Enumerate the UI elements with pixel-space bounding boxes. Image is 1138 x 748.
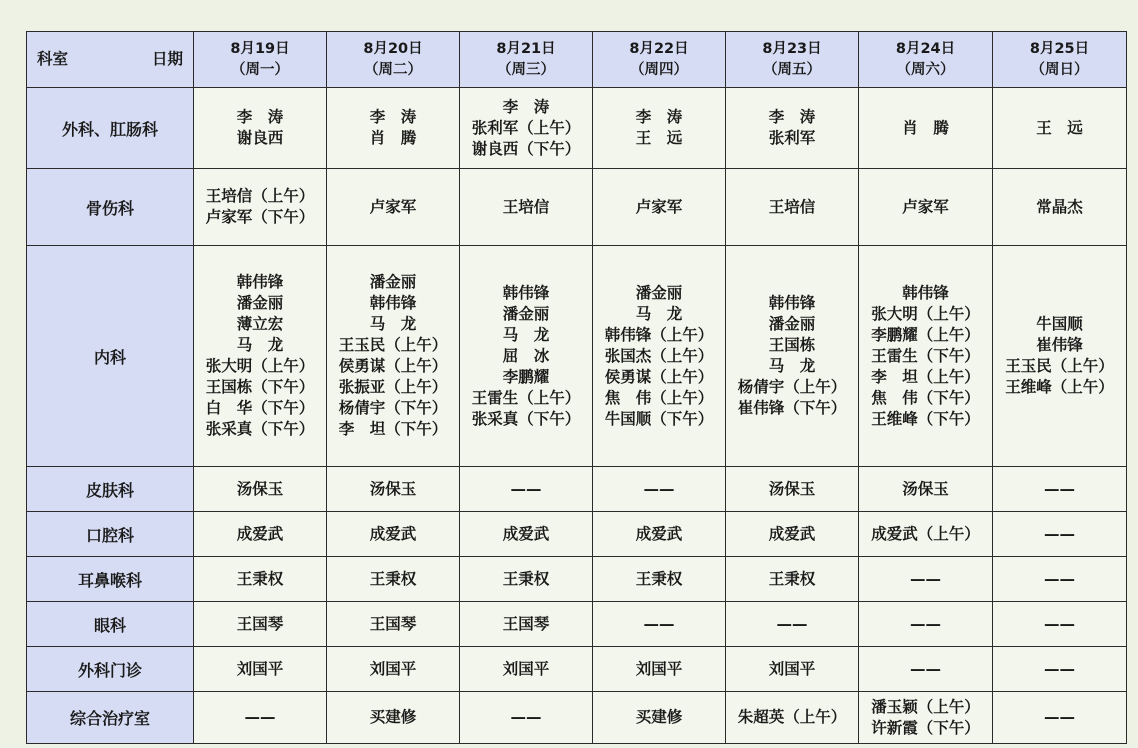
staff-name: —— <box>643 614 675 633</box>
staff-name: —— <box>776 614 808 633</box>
duty-names <box>1044 614 1075 635</box>
duty-names <box>910 614 941 635</box>
staff-name: 李 涛 <box>236 108 284 126</box>
staff-name: 刘国平 <box>369 659 417 678</box>
duty-cell <box>726 602 859 647</box>
duty-names <box>237 479 284 500</box>
table-row <box>27 246 1127 467</box>
staff-name: —— <box>1044 569 1075 588</box>
staff-name: 王国琴 <box>369 614 417 633</box>
duty-cell <box>593 169 726 246</box>
duty-cell <box>859 512 993 557</box>
duty-cell <box>993 246 1127 467</box>
table-row <box>27 512 1127 557</box>
duty-names <box>769 197 816 218</box>
duty-cell <box>993 169 1127 246</box>
duty-names <box>636 659 683 680</box>
staff-name: 张国杰（上午） <box>604 346 714 365</box>
staff-name: 王雷生（上午） <box>471 388 581 407</box>
staff-name: 王玉民（上午） <box>338 336 448 354</box>
duty-names <box>769 107 816 149</box>
day-weekday: （周日） <box>1030 61 1089 78</box>
day-weekday: （周五） <box>763 61 821 78</box>
staff-name: 马 龙 <box>236 336 284 354</box>
duty-names <box>1044 524 1075 545</box>
day-header <box>460 32 593 88</box>
duty-names <box>237 614 284 635</box>
staff-name: 汤保玉 <box>369 479 417 498</box>
staff-name: 刘国平 <box>768 659 816 678</box>
staff-name: 牛国顺（下午） <box>604 409 714 428</box>
duty-cell <box>859 692 993 744</box>
duty-cell <box>327 692 460 744</box>
staff-name: 潘金丽 <box>369 273 417 291</box>
duty-names <box>769 524 816 545</box>
duty-cell <box>993 602 1127 647</box>
duty-cell <box>859 557 993 602</box>
duty-names <box>1044 707 1075 728</box>
dept-label: 口腔科 <box>27 512 194 557</box>
duty-cell <box>993 467 1127 512</box>
duty-cell <box>327 557 460 602</box>
staff-name: 刘国平 <box>236 659 284 678</box>
day-weekday: （周一） <box>231 61 289 78</box>
duty-cell <box>993 557 1127 602</box>
duty-cell <box>859 602 993 647</box>
duty-cell <box>726 512 859 557</box>
staff-name: 张振亚（上午） <box>338 378 448 396</box>
duty-names <box>644 614 675 635</box>
duty-cell <box>593 647 726 692</box>
table-row <box>27 647 1127 692</box>
duty-names <box>237 659 284 680</box>
duty-names <box>636 707 683 728</box>
duty-cell <box>327 467 460 512</box>
day-weekday: （周四） <box>630 61 688 78</box>
staff-name: 潘金丽 <box>768 315 816 333</box>
staff-name: 成爱武（上午） <box>871 524 980 543</box>
duty-names <box>902 479 949 500</box>
staff-name: 王 远 <box>1036 118 1083 137</box>
dept-column-label: 科室 <box>37 50 69 68</box>
duty-names <box>1044 659 1075 680</box>
duty-cell <box>859 88 993 169</box>
duty-cell <box>726 467 859 512</box>
duty-names <box>370 479 417 500</box>
dept-label: 皮肤科 <box>27 467 194 512</box>
duty-names <box>503 524 550 545</box>
staff-name: 焦 伟（上午） <box>604 388 714 407</box>
duty-cell <box>593 246 726 467</box>
staff-name: 王玉民（上午） <box>1005 357 1114 375</box>
duty-names <box>769 659 816 680</box>
duty-names <box>237 107 284 149</box>
dept-label: 外科门诊 <box>27 647 194 692</box>
dept-label: 内科 <box>27 246 194 467</box>
staff-name: 谢良西 <box>236 129 284 147</box>
duty-cell <box>327 647 460 692</box>
duty-cell <box>593 557 726 602</box>
day-date: 8月22日 <box>629 40 689 57</box>
duty-cell <box>327 602 460 647</box>
staff-name: 王雷生（下午） <box>871 346 980 365</box>
staff-name: —— <box>910 569 941 588</box>
staff-name: —— <box>910 659 941 678</box>
duty-names <box>738 707 847 728</box>
staff-name: 张采真（下午） <box>205 420 315 438</box>
staff-name: 王国琴 <box>236 614 284 633</box>
staff-name: 张利军（上午） <box>471 118 581 137</box>
duty-names <box>1036 197 1083 218</box>
staff-name: 韩伟锋 <box>768 294 816 312</box>
day-header <box>593 32 726 88</box>
duty-names <box>871 283 980 430</box>
duty-names <box>503 659 550 680</box>
staff-name: —— <box>244 708 276 726</box>
staff-name: 潘金丽 <box>635 283 683 302</box>
staff-name: 卢家军 <box>369 197 417 216</box>
staff-name: 王秉权 <box>768 569 816 588</box>
staff-name: 张采真（下午） <box>471 409 581 428</box>
duty-names <box>636 569 683 590</box>
duty-cell <box>460 557 593 602</box>
duty-cell <box>593 467 726 512</box>
staff-name: 张大明（上午） <box>205 357 315 375</box>
duty-cell <box>593 692 726 744</box>
duty-names <box>605 283 714 430</box>
staff-name: 卢家军 <box>902 197 949 216</box>
staff-name: 屈 冰 <box>502 346 550 365</box>
duty-cell <box>194 88 327 169</box>
dept-label: 综合治疗室 <box>27 692 194 744</box>
staff-name: —— <box>1044 614 1075 633</box>
staff-name: —— <box>643 479 675 498</box>
duty-names <box>1005 314 1114 398</box>
duty-names <box>769 479 816 500</box>
staff-name: 王秉权 <box>369 569 417 588</box>
duty-cell <box>726 647 859 692</box>
duty-cell <box>194 692 327 744</box>
staff-name: 杨倩宇（下午） <box>338 399 448 417</box>
duty-cell <box>993 692 1127 744</box>
header-row <box>27 32 1127 88</box>
staff-name: 朱超英（上午） <box>737 708 847 726</box>
duty-names <box>511 479 542 500</box>
table-row <box>27 557 1127 602</box>
duty-cell <box>993 512 1127 557</box>
schedule-body <box>27 88 1127 744</box>
staff-name: 肖 腾 <box>369 129 417 147</box>
staff-name: 王秉权 <box>236 569 284 588</box>
duty-cell <box>194 647 327 692</box>
duty-cell <box>327 169 460 246</box>
duty-names <box>871 697 980 739</box>
corner-header <box>27 32 194 88</box>
duty-cell <box>194 246 327 467</box>
duty-cell <box>194 512 327 557</box>
duty-names <box>370 707 417 728</box>
staff-name: —— <box>510 479 542 498</box>
duty-cell <box>993 88 1127 169</box>
staff-name: 潘金丽 <box>502 304 550 323</box>
staff-name: 肖 腾 <box>902 118 949 137</box>
day-header <box>327 32 460 88</box>
duty-cell <box>460 692 593 744</box>
duty-names <box>370 569 417 590</box>
table-row <box>27 602 1127 647</box>
staff-name: —— <box>1044 524 1075 543</box>
day-date: 8月24日 <box>895 40 956 57</box>
duty-schedule <box>26 31 1126 743</box>
dept-label: 外科、肛肠科 <box>27 88 194 169</box>
duty-cell <box>460 467 593 512</box>
staff-name: 牛国顺 <box>1036 315 1083 333</box>
duty-names <box>370 107 417 149</box>
staff-name: 许新霞（下午） <box>871 718 980 737</box>
duty-cell <box>859 467 993 512</box>
staff-name: 卢家军 <box>635 197 683 216</box>
dept-label: 耳鼻喉科 <box>27 557 194 602</box>
day-date: 8月19日 <box>230 40 290 57</box>
duty-cell <box>327 88 460 169</box>
staff-name: 成爱武 <box>369 524 417 543</box>
duty-names <box>237 524 284 545</box>
day-weekday: （周二） <box>364 61 422 78</box>
day-date: 8月23日 <box>762 40 822 57</box>
staff-name: 李鹏耀（上午） <box>871 325 980 344</box>
staff-name: 王国琴 <box>502 614 550 633</box>
staff-name: —— <box>1044 479 1075 498</box>
staff-name: 潘玉颖（上午） <box>871 697 980 716</box>
day-header <box>726 32 859 88</box>
duty-cell <box>460 169 593 246</box>
staff-name: 成爱武 <box>768 524 816 543</box>
staff-name: 王国栋 <box>768 336 816 354</box>
duty-names <box>503 614 550 635</box>
day-weekday: （周六） <box>896 61 955 78</box>
staff-name: 李 涛 <box>502 97 550 116</box>
schedule-table <box>26 31 1127 744</box>
staff-name: 白 华（下午） <box>205 399 315 417</box>
staff-name: 韩伟锋（上午） <box>604 325 714 344</box>
duty-cell <box>726 557 859 602</box>
staff-name: 成爱武 <box>502 524 550 543</box>
duty-cell <box>327 512 460 557</box>
duty-names <box>503 197 550 218</box>
staff-name: 李鹏耀 <box>502 367 550 386</box>
duty-cell <box>726 169 859 246</box>
staff-name: 买建修 <box>635 708 683 726</box>
table-row <box>27 169 1127 246</box>
staff-name: 韩伟锋 <box>902 283 949 302</box>
duty-cell <box>726 88 859 169</box>
duty-cell <box>460 647 593 692</box>
staff-name: 谢良西（下午） <box>471 139 581 158</box>
staff-name: 成爱武 <box>635 524 683 543</box>
duty-names <box>370 524 417 545</box>
staff-name: 张大明（上午） <box>871 304 980 323</box>
staff-name: 李 涛 <box>635 108 683 126</box>
staff-name: 焦 伟（下午） <box>871 388 980 407</box>
duty-cell <box>460 246 593 467</box>
staff-name: 买建修 <box>369 708 417 726</box>
day-date: 8月25日 <box>1029 40 1090 57</box>
duty-cell <box>593 88 726 169</box>
duty-names <box>902 197 949 218</box>
staff-name: 王国栋（下午） <box>205 378 315 396</box>
duty-names <box>370 614 417 635</box>
duty-names <box>636 197 683 218</box>
duty-names <box>206 186 315 228</box>
duty-cell <box>726 246 859 467</box>
duty-cell <box>194 169 327 246</box>
duty-names <box>1044 479 1075 500</box>
staff-name: 韩伟锋 <box>236 273 284 291</box>
duty-names <box>370 659 417 680</box>
staff-name: 汤保玉 <box>768 479 816 498</box>
staff-name: 马 龙 <box>369 315 417 333</box>
staff-name: —— <box>510 708 542 726</box>
duty-names <box>503 569 550 590</box>
staff-name: 侯勇谋（上午） <box>604 367 714 386</box>
dept-label: 眼科 <box>27 602 194 647</box>
staff-name: 刘国平 <box>502 659 550 678</box>
day-header <box>993 32 1127 88</box>
duty-names <box>472 97 581 160</box>
staff-name: 潘金丽 <box>236 294 284 312</box>
duty-cell <box>726 692 859 744</box>
date-column-label: 日期 <box>151 50 183 68</box>
staff-name: 马 龙 <box>635 304 683 323</box>
duty-cell <box>859 246 993 467</box>
duty-cell <box>859 169 993 246</box>
staff-name: 马 龙 <box>768 357 816 375</box>
staff-name: 刘国平 <box>635 659 683 678</box>
staff-name: 马 龙 <box>502 325 550 344</box>
staff-name: —— <box>910 614 941 633</box>
day-header <box>859 32 993 88</box>
staff-name: 卢家军（下午） <box>205 208 315 226</box>
duty-cell <box>460 88 593 169</box>
staff-name: 侯勇谋（上午） <box>338 357 448 375</box>
duty-names <box>910 659 941 680</box>
duty-names <box>1036 118 1083 139</box>
duty-cell <box>460 602 593 647</box>
staff-name: 王秉权 <box>502 569 550 588</box>
table-row <box>27 88 1127 169</box>
staff-name: 王培信（上午） <box>205 187 315 205</box>
duty-names <box>370 197 417 218</box>
duty-names <box>738 293 847 419</box>
duty-names <box>910 569 941 590</box>
duty-names <box>777 614 808 635</box>
duty-names <box>636 107 683 149</box>
staff-name: 汤保玉 <box>902 479 949 498</box>
duty-cell <box>993 647 1127 692</box>
duty-cell <box>194 467 327 512</box>
duty-names <box>472 283 581 430</box>
duty-cell <box>859 647 993 692</box>
staff-name: 崔伟锋（下午） <box>737 399 847 417</box>
staff-name: 汤保玉 <box>236 479 284 498</box>
duty-names <box>902 118 949 139</box>
day-date: 8月21日 <box>496 40 556 57</box>
duty-names <box>636 524 683 545</box>
duty-names <box>237 569 284 590</box>
staff-name: 王维峰（下午） <box>871 409 980 428</box>
staff-name: 李 坦（下午） <box>338 420 448 438</box>
day-date: 8月20日 <box>363 40 423 57</box>
staff-name: —— <box>1044 659 1075 678</box>
day-weekday: （周三） <box>497 61 555 78</box>
staff-name: 李 坦（上午） <box>871 367 980 386</box>
staff-name: 王维峰（上午） <box>1005 378 1114 396</box>
duty-names <box>1044 569 1075 590</box>
staff-name: —— <box>1044 708 1075 726</box>
staff-name: 韩伟锋 <box>369 294 417 312</box>
duty-names <box>871 524 980 545</box>
duty-cell <box>460 512 593 557</box>
duty-cell <box>327 246 460 467</box>
duty-names <box>769 569 816 590</box>
duty-cell <box>194 557 327 602</box>
duty-names <box>245 707 276 728</box>
duty-cell <box>593 512 726 557</box>
table-row <box>27 467 1127 512</box>
staff-name: 杨倩宇（上午） <box>737 378 847 396</box>
staff-name: 王秉权 <box>635 569 683 588</box>
day-header <box>194 32 327 88</box>
staff-name: 张利军 <box>768 129 816 147</box>
duty-cell <box>593 602 726 647</box>
duty-names <box>511 707 542 728</box>
dept-label: 骨伤科 <box>27 169 194 246</box>
duty-names <box>339 272 448 440</box>
staff-name: 韩伟锋 <box>502 283 550 302</box>
duty-names <box>644 479 675 500</box>
staff-name: 崔伟锋 <box>1036 336 1083 354</box>
staff-name: 王培信 <box>502 197 550 216</box>
staff-name: 李 涛 <box>768 108 816 126</box>
staff-name: 薄立宏 <box>236 315 284 333</box>
staff-name: 王培信 <box>768 197 816 216</box>
duty-cell <box>194 602 327 647</box>
duty-names <box>206 272 315 440</box>
staff-name: 成爱武 <box>236 524 284 543</box>
staff-name: 王 远 <box>635 129 683 147</box>
staff-name: 李 涛 <box>369 108 417 126</box>
table-row <box>27 692 1127 744</box>
staff-name: 常晶杰 <box>1036 197 1083 216</box>
